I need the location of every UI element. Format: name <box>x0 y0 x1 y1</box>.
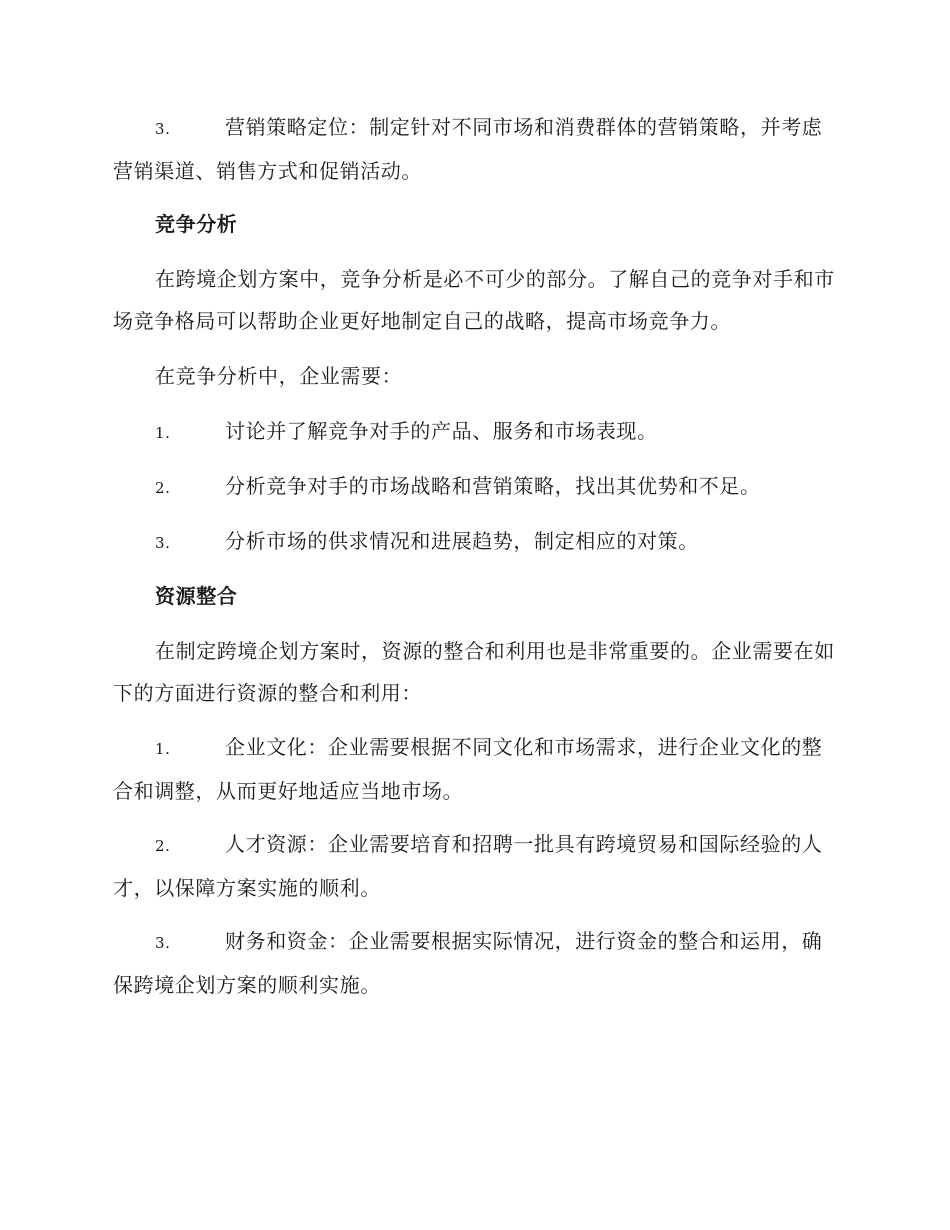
list-number: 2. <box>155 837 171 855</box>
list-item-text: 分析市场的供求情况和进展趋势，制定相应的对策。 <box>225 529 699 553</box>
list-number: 3. <box>155 534 171 552</box>
list-item <box>113 726 835 812</box>
list-item <box>113 106 835 192</box>
paragraph: 在竞争分析中，企业需要： <box>155 364 403 388</box>
list-item <box>113 823 835 909</box>
list-number: 3. <box>155 934 171 952</box>
list-item-text: 营销策略定位：制定针对不同市场和消费群体的营销策略，并考虑营销渠道、销售方式和促销活动。 <box>113 115 823 183</box>
list-item-text: 分析竞争对手的市场战略和营销策略，找出其优势和不足。 <box>225 474 761 498</box>
section-heading: 资源整合 <box>155 584 238 608</box>
list-number: 3. <box>155 120 171 138</box>
list-item-text: 财务和资金：企业需要根据实际情况，进行资金的整合和运用，确保跨境企划方案的顺利实施。 <box>113 929 823 997</box>
paragraph: 在制定跨境企划方案时，资源的整合和利用也是非常重要的。企业需要在如下的方面进行资源的整合和利用： <box>113 639 835 705</box>
list-item <box>113 465 835 509</box>
list-number: 1. <box>155 740 171 758</box>
list-item-text: 人才资源：企业需要培育和招聘一批具有跨境贸易和国际经验的人才，以保障方案实施的顺利。 <box>113 832 823 900</box>
list-item <box>113 410 835 454</box>
list-item-text: 讨论并了解竞争对手的产品、服务和市场表现。 <box>225 419 658 443</box>
paragraph: 在跨境企划方案中，竞争分析是必不可少的部分。了解自己的竞争对手和市场竞争格局可以帮助企业更好地制定自己的战略，提高市场竞争力。 <box>113 267 835 333</box>
section-heading: 竞争分析 <box>155 212 238 236</box>
list-number: 1. <box>155 424 171 442</box>
list-item <box>113 520 835 564</box>
list-item <box>113 920 835 1006</box>
list-number: 2. <box>155 479 171 497</box>
list-item-text: 企业文化：企业需要根据不同文化和市场需求，进行企业文化的整合和调整，从而更好地适应当地市场。 <box>113 735 823 803</box>
